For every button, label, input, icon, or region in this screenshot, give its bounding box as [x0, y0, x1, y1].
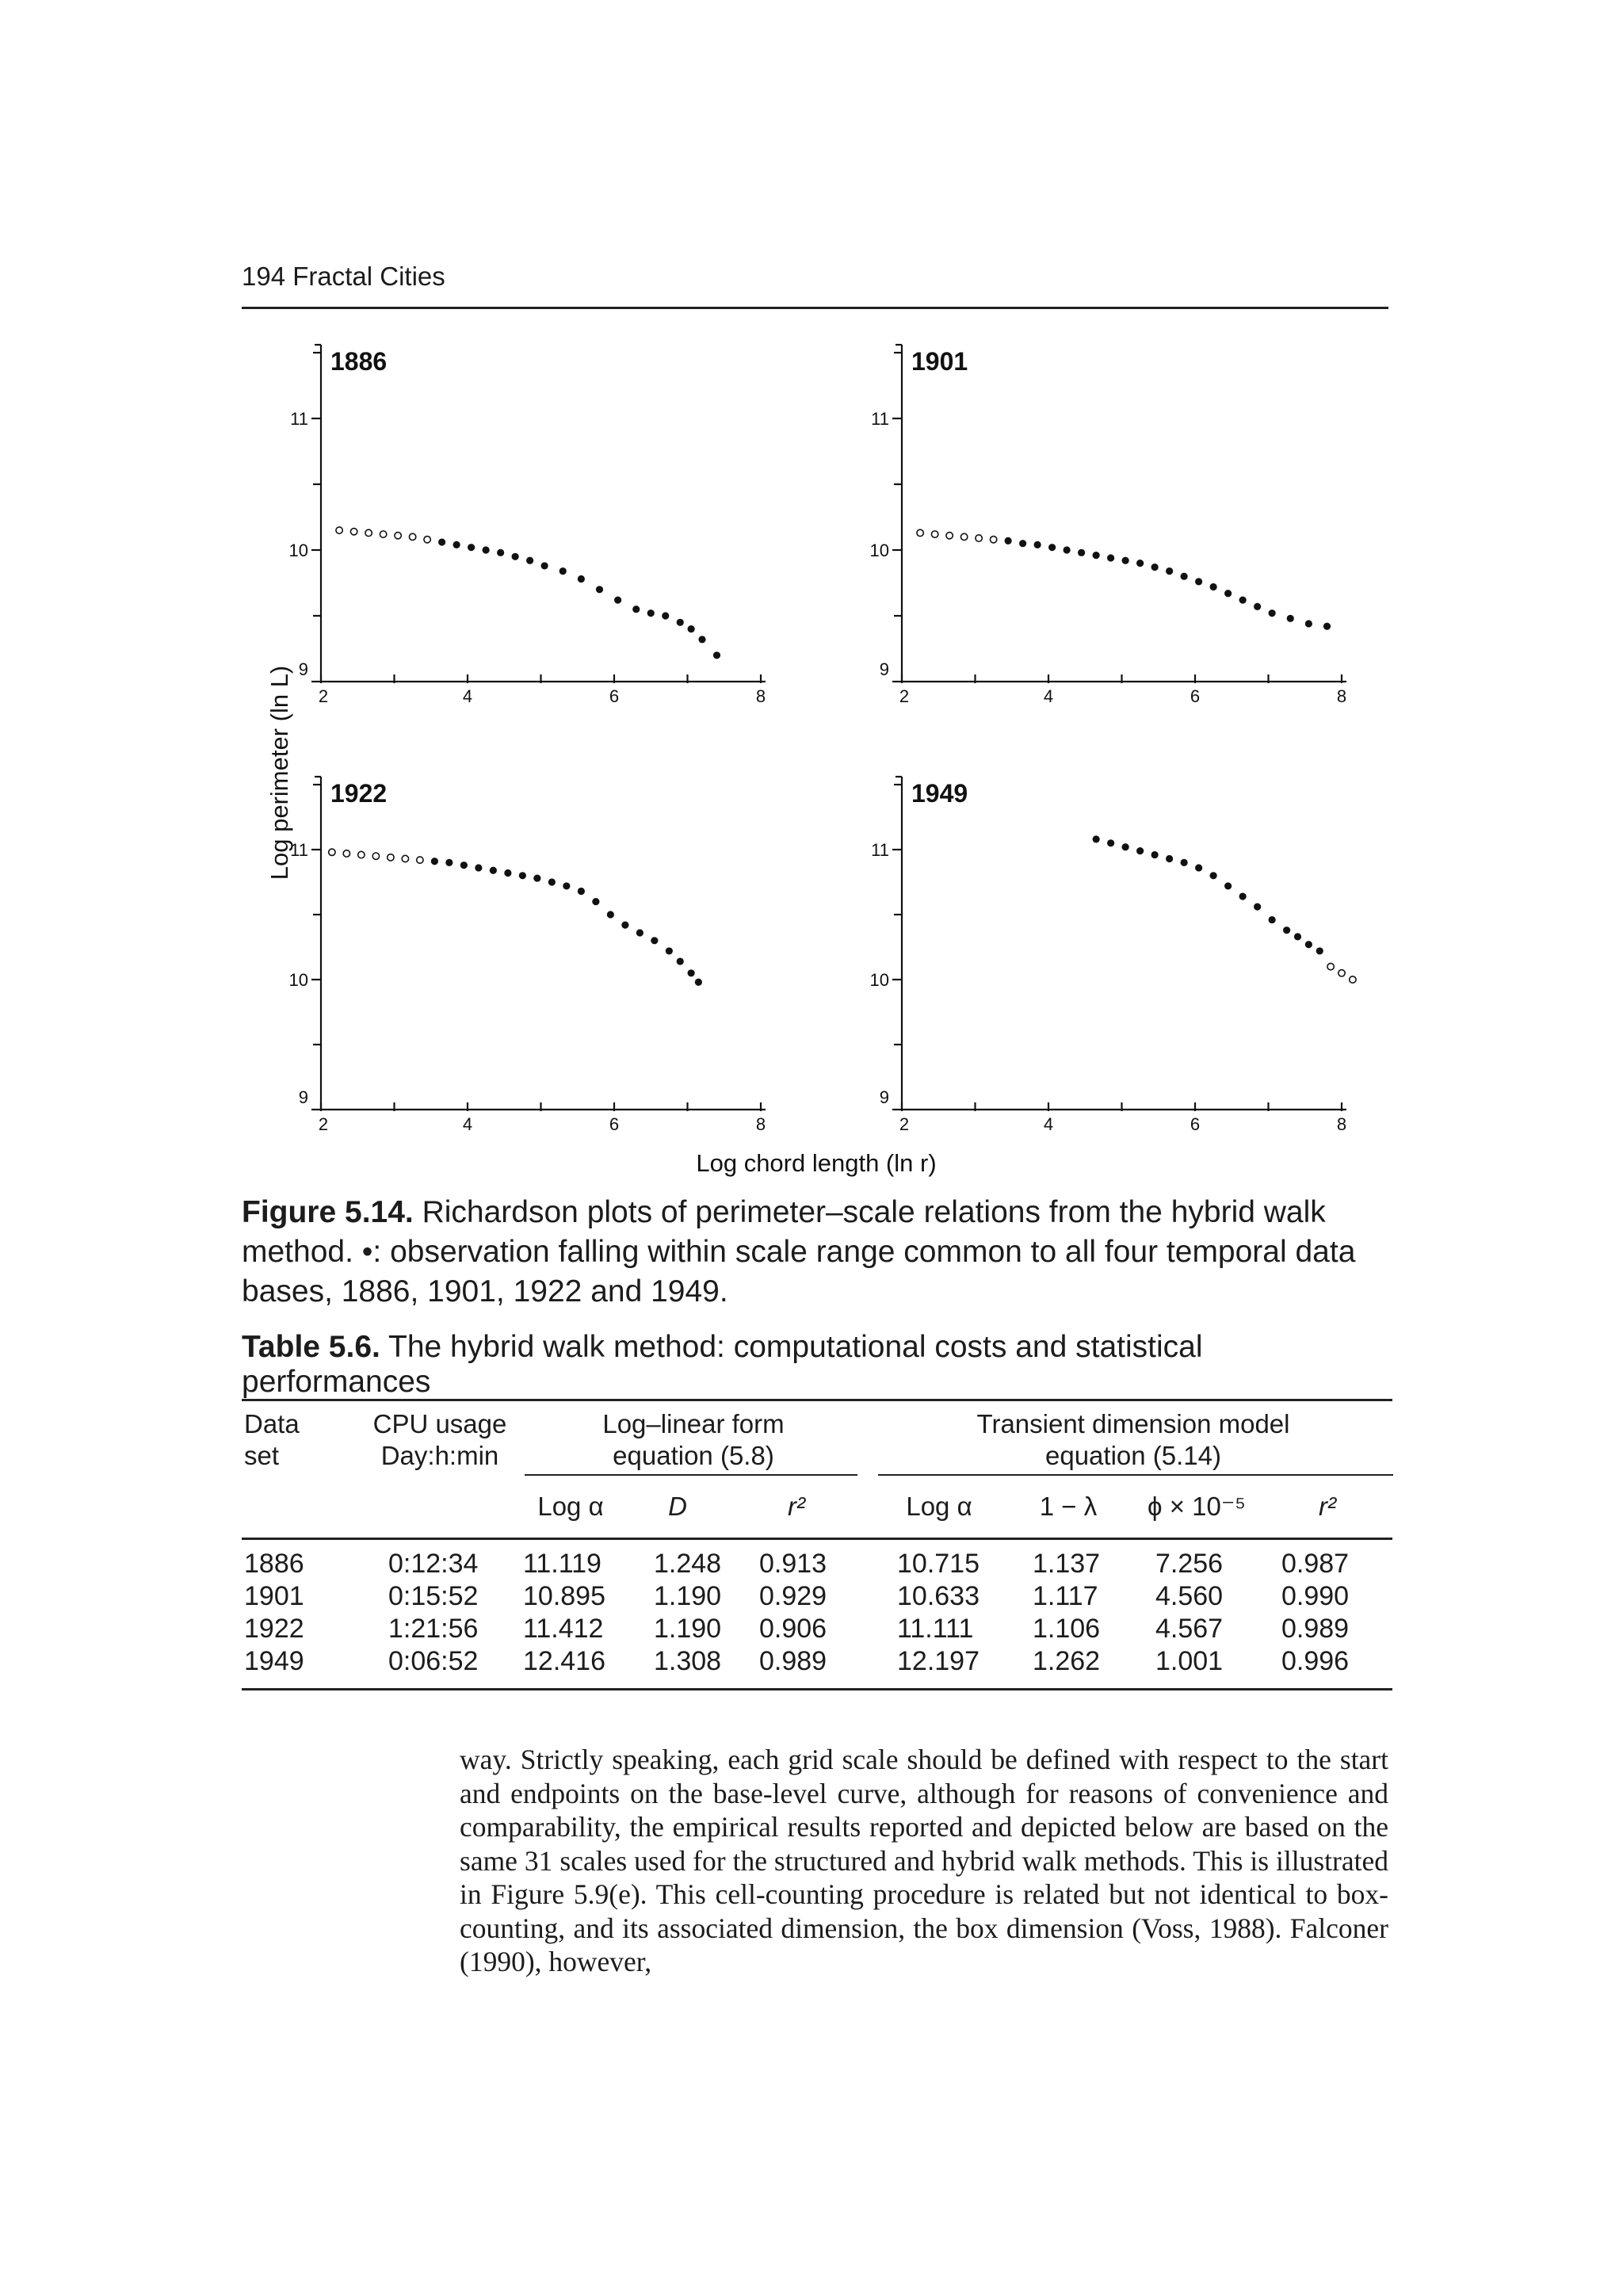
cell-r2-a: 0.913: [759, 1549, 827, 1579]
open-circle-point: [395, 533, 401, 539]
cell-D: 1.248: [654, 1549, 722, 1579]
filled-dot-point: [1323, 623, 1331, 630]
open-circle-point: [1338, 970, 1345, 976]
filled-dot-point: [647, 609, 655, 617]
filled-dot-point: [1305, 941, 1312, 948]
cell-cpu: 1:21:56: [388, 1614, 479, 1644]
header-loglinear: [527, 1408, 860, 1472]
filled-dot-point: [504, 869, 511, 877]
cell-cpu: 0:06:52: [388, 1646, 479, 1676]
y-axis-label: Log perimeter (ln L): [265, 665, 293, 881]
filled-dot-point: [1210, 583, 1217, 590]
cell-one-minus-lambda: 1.117: [1033, 1581, 1098, 1611]
filled-dot-point: [431, 858, 438, 865]
cell-phi: 7.256: [1155, 1549, 1224, 1579]
open-circle-point: [917, 529, 923, 536]
open-circle-point: [417, 857, 423, 863]
open-circle-point: [372, 853, 379, 859]
filled-dot-point: [475, 864, 482, 871]
filled-dot-point: [1151, 851, 1159, 858]
x-tick-label: 8: [1336, 686, 1347, 706]
filled-dot-point: [666, 947, 673, 954]
filled-dot-point: [1294, 933, 1301, 940]
caption-label: Figure 5.14.: [242, 1195, 414, 1229]
header-loglinear-line2: equation (5.8): [613, 1441, 774, 1470]
x-tick-label: 6: [609, 1114, 620, 1134]
filled-dot-point: [541, 562, 548, 569]
y-tick-label: 9: [879, 659, 889, 679]
x-tick-label: 2: [318, 1114, 329, 1134]
open-circle-point: [388, 854, 394, 861]
table-label: Table 5.6.: [242, 1330, 380, 1364]
open-circle-point: [365, 529, 372, 536]
filled-dot-point: [1239, 596, 1247, 603]
filled-dot-point: [468, 544, 475, 551]
filled-dot-point: [596, 586, 603, 593]
filled-dot-point: [1093, 835, 1100, 842]
header-data-set-line1: Data: [244, 1409, 300, 1438]
open-circle-point: [976, 535, 982, 541]
filled-dot-point: [1151, 563, 1159, 571]
header-data-set-line2: set: [244, 1441, 280, 1470]
cell-data-set: 1886: [244, 1549, 304, 1579]
filled-dot-point: [445, 859, 453, 866]
y-tick-label: 9: [298, 659, 308, 679]
table-bottom-rule: [242, 1688, 1392, 1690]
filled-dot-point: [1224, 590, 1232, 597]
table-top-rule: [242, 1399, 1392, 1401]
header-rule: [242, 307, 1388, 309]
filled-dot-point: [490, 867, 497, 874]
sub-D: D: [668, 1492, 687, 1521]
filled-dot-point: [1019, 540, 1026, 547]
x-tick-label: 6: [1190, 686, 1201, 706]
filled-dot-point: [483, 546, 490, 553]
open-circle-point: [1350, 976, 1356, 983]
cell-D: 1.308: [654, 1646, 722, 1676]
x-tick-label: 2: [899, 686, 910, 706]
y-tick-label: 11: [871, 840, 889, 860]
x-tick-label: 4: [462, 1114, 473, 1134]
richardson-plots: [238, 333, 1395, 1189]
filled-dot-point: [1107, 554, 1114, 561]
x-tick-label: 6: [609, 686, 620, 706]
cell-phi: 4.567: [1155, 1614, 1224, 1644]
panel-title-1886: 1886: [330, 347, 388, 376]
cell-r2-a: 0.906: [759, 1614, 827, 1644]
filled-dot-point: [1034, 541, 1041, 548]
open-circle-point: [350, 529, 357, 535]
y-tick-label: 9: [298, 1087, 308, 1107]
filled-dot-point: [677, 957, 684, 965]
loglinear-rule: [525, 1474, 857, 1476]
open-circle-point: [946, 533, 953, 539]
x-tick-label: 2: [318, 686, 329, 706]
header-transient: [876, 1408, 1391, 1472]
filled-dot-point: [512, 553, 519, 560]
x-tick-label: 6: [1190, 1114, 1201, 1134]
filled-dot-point: [1181, 573, 1188, 580]
sub-r2-b: r²: [1319, 1492, 1336, 1521]
open-circle-point: [329, 849, 335, 855]
filled-dot-point: [614, 596, 621, 603]
filled-dot-point: [453, 541, 460, 548]
open-circle-point: [402, 855, 408, 861]
running-head: 194 Fractal Cities: [242, 262, 445, 291]
cell-log-alpha-1: 10.895: [523, 1581, 605, 1611]
filled-dot-point: [1195, 864, 1202, 871]
filled-dot-point: [695, 979, 702, 986]
filled-dot-point: [636, 929, 643, 936]
cell-data-set: 1949: [244, 1646, 304, 1676]
cell-log-alpha-1: 11.412: [523, 1614, 604, 1644]
filled-dot-point: [460, 861, 468, 869]
cell-phi: 1.001: [1155, 1646, 1224, 1676]
filled-dot-point: [621, 922, 628, 929]
table-caption: The hybrid walk method: computational costs and statistical performances: [242, 1330, 1203, 1399]
cell-one-minus-lambda: 1.137: [1033, 1549, 1101, 1579]
filled-dot-point: [559, 567, 567, 575]
y-tick-label: 10: [288, 970, 308, 990]
filled-dot-point: [1269, 916, 1276, 923]
header-transient-line2: equation (5.14): [1045, 1441, 1221, 1470]
table-header-rule: [242, 1538, 1392, 1540]
header-cpu: [361, 1408, 519, 1472]
filled-dot-point: [1107, 839, 1114, 846]
cell-r2-b: 0.987: [1281, 1549, 1350, 1579]
cell-one-minus-lambda: 1.106: [1033, 1614, 1101, 1644]
cell-r2-a: 0.929: [759, 1581, 827, 1611]
filled-dot-point: [1122, 843, 1129, 850]
filled-dot-point: [607, 911, 614, 918]
filled-dot-point: [578, 575, 585, 583]
filled-dot-point: [713, 651, 720, 659]
y-tick-label: 9: [879, 1087, 889, 1107]
cell-r2-b: 0.990: [1281, 1581, 1350, 1611]
filled-dot-point: [1287, 615, 1294, 622]
filled-dot-point: [563, 882, 570, 889]
header-loglinear-line1: Log–linear form: [602, 1409, 785, 1438]
filled-dot-point: [1195, 578, 1202, 585]
sub-log-alpha-1: Log α: [537, 1492, 604, 1521]
filled-dot-point: [1210, 872, 1217, 879]
filled-dot-point: [632, 606, 640, 613]
header-transient-line1: Transient dimension model: [976, 1409, 1290, 1438]
filled-dot-point: [526, 557, 533, 564]
panel-title-1901: 1901: [911, 347, 968, 376]
x-tick-label: 8: [1336, 1114, 1347, 1134]
sub-phi: ϕ × 10⁻⁵: [1148, 1492, 1246, 1521]
y-tick-label: 10: [869, 970, 889, 990]
filled-dot-point: [1254, 904, 1261, 911]
panel-title-1949: 1949: [911, 779, 968, 808]
cell-data-set: 1901: [244, 1581, 304, 1611]
panel-title-1922: 1922: [330, 779, 388, 808]
y-tick-label: 10: [288, 541, 308, 560]
y-tick-label: 11: [871, 409, 889, 429]
filled-dot-point: [578, 888, 585, 895]
filled-dot-point: [497, 549, 504, 556]
filled-dot-point: [651, 937, 658, 944]
cell-log-alpha-1: 12.416: [523, 1646, 605, 1676]
filled-dot-point: [1269, 609, 1276, 617]
sub-one-minus-lambda: 1 − λ: [1039, 1492, 1098, 1521]
y-tick-label: 10: [869, 541, 889, 560]
filled-dot-point: [1122, 557, 1129, 564]
cell-D: 1.190: [654, 1614, 722, 1644]
x-axis-label: Log chord length (ln r): [696, 1149, 937, 1177]
y-tick-label: 11: [290, 409, 308, 429]
cell-log-alpha-2: 12.197: [897, 1646, 980, 1676]
open-circle-point: [336, 527, 342, 533]
filled-dot-point: [519, 872, 526, 879]
x-tick-label: 8: [755, 686, 766, 706]
filled-dot-point: [1166, 855, 1173, 862]
filled-dot-point: [1078, 549, 1085, 556]
filled-dot-point: [1239, 892, 1247, 900]
open-circle-point: [380, 531, 386, 537]
cell-log-alpha-2: 11.111: [897, 1614, 974, 1644]
figure-5-14: [238, 333, 1395, 1193]
cell-cpu: 0:15:52: [388, 1581, 479, 1611]
filled-dot-point: [1283, 926, 1290, 934]
header-cpu-line1: CPU usage: [372, 1409, 507, 1438]
x-tick-label: 2: [899, 1114, 910, 1134]
filled-dot-point: [1093, 552, 1100, 559]
filled-dot-point: [1048, 544, 1056, 551]
filled-dot-point: [1305, 620, 1312, 627]
header-cpu-line2: Day:h:min: [380, 1441, 499, 1470]
filled-dot-point: [1181, 859, 1188, 866]
transient-rule: [878, 1474, 1393, 1476]
x-tick-label: 4: [1043, 686, 1054, 706]
header-data-set: [244, 1408, 300, 1472]
cell-D: 1.190: [654, 1581, 722, 1611]
cell-r2-b: 0.996: [1281, 1646, 1350, 1676]
open-circle-point: [358, 851, 365, 858]
filled-dot-point: [1224, 882, 1232, 889]
cell-r2-b: 0.989: [1281, 1614, 1350, 1644]
open-circle-point: [990, 537, 996, 543]
cell-data-set: 1922: [244, 1614, 304, 1644]
filled-dot-point: [592, 898, 599, 905]
cell-log-alpha-1: 11.119: [523, 1549, 601, 1579]
cell-log-alpha-2: 10.633: [897, 1581, 980, 1611]
body-paragraph: way. Strictly speaking, each grid scale should be defined with respect to the start and endpoints on the base-level curve, although for reasons of convenience and comparability, the empirical results reported and depicted below are based on the same 31 scales used for the structured and hybrid walk methods. This is illustrated in Figure 5.9(e). This cell-counting procedure is related but not identical to box-counting, and its associated dimension, the box dimension (Voss, 1988). Falconer (1990), however,: [460, 1744, 1388, 1977]
filled-dot-point: [1166, 567, 1173, 575]
table-title: [242, 1330, 1391, 1400]
open-circle-point: [1327, 963, 1334, 969]
cell-one-minus-lambda: 1.262: [1033, 1646, 1101, 1676]
filled-dot-point: [1005, 537, 1012, 544]
open-circle-point: [343, 850, 349, 857]
filled-dot-point: [688, 969, 695, 976]
x-tick-label: 4: [462, 686, 473, 706]
filled-dot-point: [662, 612, 669, 619]
filled-dot-point: [688, 625, 695, 632]
filled-dot-point: [1136, 560, 1144, 567]
cell-cpu: 0:12:34: [388, 1549, 479, 1579]
body-text: [460, 1743, 1388, 1979]
sub-r2-a: r²: [788, 1492, 805, 1521]
open-circle-point: [931, 531, 938, 537]
filled-dot-point: [1064, 546, 1071, 553]
filled-dot-point: [548, 878, 556, 885]
table-body: [0, 1548, 1623, 1683]
filled-dot-point: [533, 874, 540, 881]
filled-dot-point: [1254, 603, 1261, 610]
cell-phi: 4.560: [1155, 1581, 1224, 1611]
x-tick-label: 4: [1043, 1114, 1054, 1134]
figure-caption: [242, 1193, 1391, 1312]
sub-log-alpha-2: Log α: [906, 1492, 972, 1521]
filled-dot-point: [677, 619, 684, 626]
open-circle-point: [424, 537, 430, 543]
filled-dot-point: [1316, 947, 1323, 954]
open-circle-point: [960, 533, 967, 540]
filled-dot-point: [1136, 847, 1144, 854]
filled-dot-point: [438, 538, 445, 545]
cell-log-alpha-2: 10.715: [897, 1549, 980, 1579]
filled-dot-point: [698, 636, 705, 643]
open-circle-point: [409, 533, 415, 540]
caption-text: Richardson plots of perimeter–scale relations from the hybrid walk method. •: observation falling within scale range common to all four temporal data bases, 1886, 1901, 1922 and 1949.: [242, 1195, 1356, 1308]
y-tick-label: 11: [290, 840, 308, 860]
cell-r2-a: 0.989: [759, 1646, 827, 1676]
x-tick-label: 8: [755, 1114, 766, 1134]
